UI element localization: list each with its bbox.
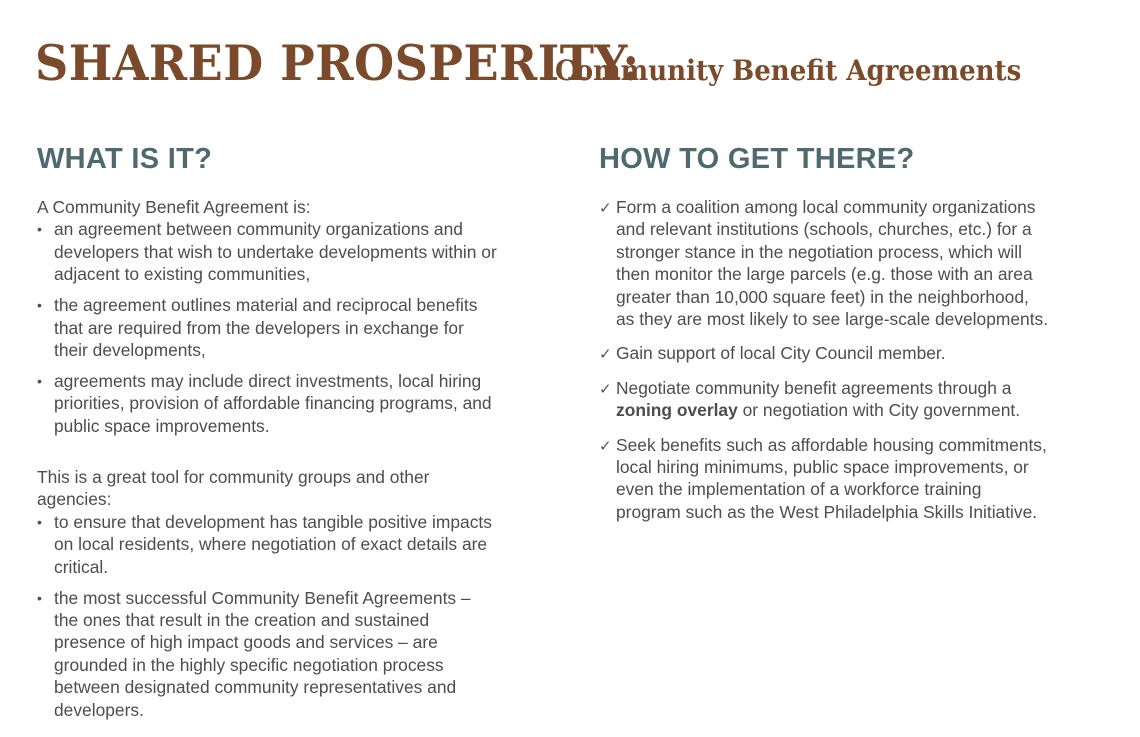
definition-intro: A Community Benefit Agreement is: — [37, 197, 311, 217]
title-main: SHARED PROSPERITY: — [35, 34, 640, 92]
how-to-get-there-heading: HOW TO GET THERE? — [599, 143, 915, 175]
step-text: Gain support of local City Council member. — [616, 343, 946, 364]
list-item — [37, 218, 497, 285]
step-text-post: or negotiation with City government. — [737, 400, 1021, 421]
step-item — [599, 377, 1049, 422]
list-item-text: agreements may include direct investments, local hiring priorities, provision of affordable financing programs, and public space improvements. — [54, 370, 492, 436]
list-item-text: to ensure that development has tangible positive impacts on local residents, where negotiation of exact details are critical. — [54, 511, 492, 577]
how-to-get-there-section — [599, 142, 1049, 535]
list-item — [37, 294, 497, 361]
title-subtitle: Community Benefit Agreements — [555, 54, 1022, 87]
bullet-icon: • — [37, 372, 42, 389]
checkmark-icon: ✓ — [599, 199, 612, 217]
tool-intro: This is a great tool for community groups and other agencies: — [37, 467, 430, 510]
checkmark-icon: ✓ — [599, 379, 612, 398]
steps-list — [599, 196, 1049, 523]
checkmark-icon: ✓ — [599, 436, 612, 455]
list-item — [37, 511, 497, 578]
list-item-text: the agreement outlines material and reciprocal benefits that are required from the developers in exchange for their developments, — [54, 295, 478, 360]
list-item — [37, 587, 497, 721]
step-text-pre: Negotiate community benefit agreements through a — [616, 377, 1012, 398]
what-is-it-section — [37, 142, 497, 730]
bullet-icon: • — [37, 513, 42, 530]
step-item — [599, 434, 1049, 524]
zoning-overlay-emphasis: zoning overlay — [616, 400, 738, 421]
step-item — [599, 196, 1049, 330]
checkmark-icon: ✓ — [599, 345, 612, 364]
bullet-icon: • — [37, 297, 42, 314]
list-item — [37, 370, 497, 437]
bullet-icon: • — [37, 221, 42, 238]
what-is-it-heading: WHAT IS IT? — [37, 143, 213, 175]
list-item-text: the most successful Community Benefit Agreements – the ones that result in the creation and sustained presence of high impact goods and services – are grounded in the highly specific negotiation process between designated community representatives and developers. — [54, 587, 471, 720]
step-text: Seek benefits such as affordable housing commitments, local hiring minimums, public space improvements, or even the implementation of a workforce training program such as the West Philadelphia Skills Initiative. — [616, 434, 1047, 522]
step-text: Form a coalition among local community organizations and relevant institutions (schools, churches, etc.) for a stronger stance in the negotiation process, which will then monitor the large parcels (e.g. those with an area greater than 10,000 square feet) in the neighborhood, as they are most likely to see large-scale developments. — [616, 197, 1049, 330]
step-item — [599, 342, 1049, 364]
bullet-icon: • — [37, 589, 42, 606]
definition-list — [37, 218, 497, 437]
page-title — [35, 34, 1022, 92]
tool-list — [37, 511, 497, 721]
list-item-text: an agreement between community organizations and developers that wish to undertake developments within or adjacent to existing communities, — [54, 219, 497, 285]
